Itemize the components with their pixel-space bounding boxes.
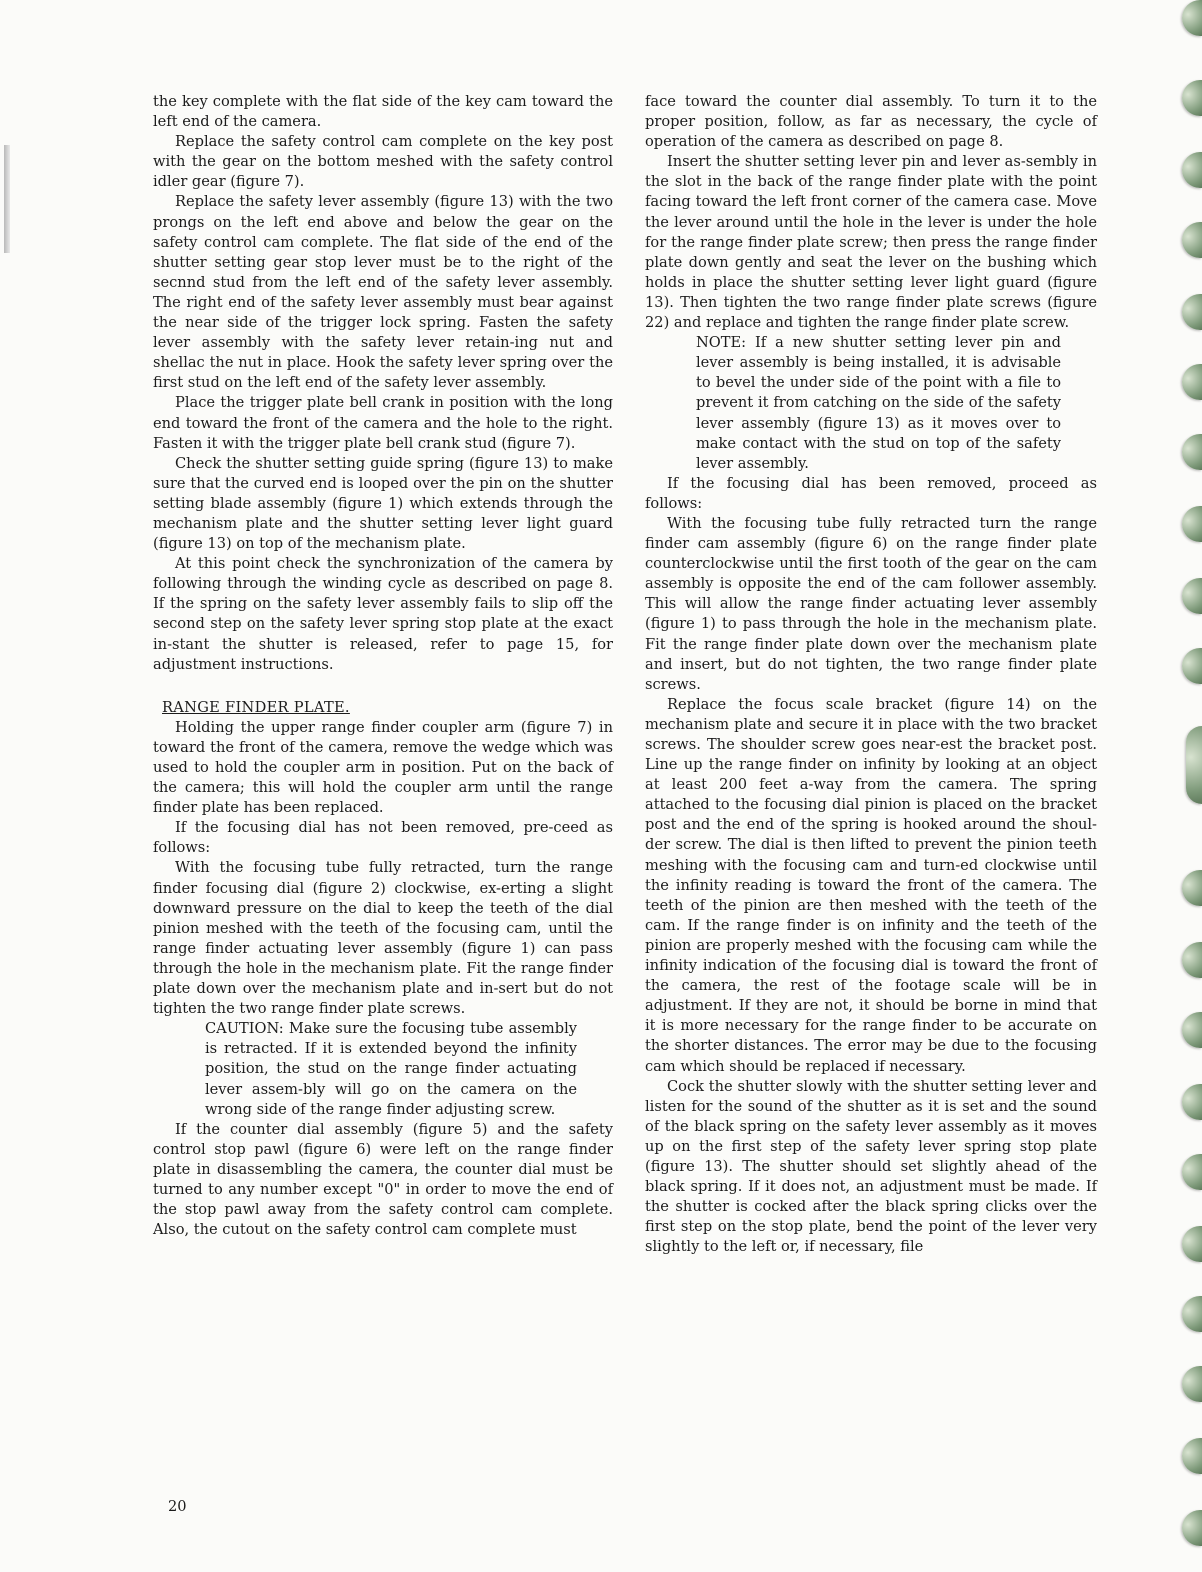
paragraph: If the counter dial assembly (figure 5) and the safety control stop pawl (figure 6) were left on the range finder plate in disassembling the camera, the counter dial must be turned to any number except "0" in order to move the end of the stop pawl away from the safety control cam complete. Also, the cutout on the safety control cam complete must xyxy=(153,1120,613,1239)
binder-ring-icon xyxy=(1182,80,1202,116)
left-column xyxy=(153,92,613,1240)
binder-ring-icon xyxy=(1182,1510,1202,1546)
paragraph: Check the shutter setting guide spring (figure 13) to make sure that the curved end is looped over the pin on the shutter setting blade assembly (figure 1) which extends through the mechanism plate and the shutter setting lever light guard (figure 13) on top of the mechanism plate. xyxy=(153,454,613,553)
section-heading: RANGE FINDER PLATE. xyxy=(162,698,350,716)
paragraph: Cock the shutter slowly with the shutter setting lever and listen for the sound of the shutter as it is set and the sound of the black spring on the safety lever assembly as it moves up on the first step of the safety lever spring stop plate (figure 13). The shutter should set slightly ahead of the black spring. If it does not, an adjustment must be made. If the shutter is cocked after the black spring clicks over the first step on the stop plate, bend the point of the lever very slightly to the left or, if necessary, file xyxy=(645,1077,1097,1256)
paragraph: If the focusing dial has not been removed, pre-ceed as follows: xyxy=(153,819,613,857)
binder-ring-icon xyxy=(1182,1154,1202,1190)
scan-edge-mark xyxy=(4,145,10,253)
binder-ring-icon xyxy=(1182,506,1202,542)
binder-ring-icon xyxy=(1182,1012,1202,1048)
paragraph: Replace the focus scale bracket (figure 14) on the mechanism plate and secure it in place with the two bracket screws. The shoulder screw goes near-est the bracket post. Line up the range finder on infinity by looking at an object at least 200 feet a-way from the camera. The spring attached to the focusing dial pinion is placed on the bracket post and the end of the spring is hooked around the shoul-der screw. The dial is then lifted to prevent the pinion teeth meshing with the focusing cam and turn-ed clockwise until the infinity reading is toward the front of the camera. The teeth of the pinion are then meshed with the teeth of the cam. If the range finder is on infinity and the teeth of the pinion are properly meshed with the focusing cam while the infinity indication of the focusing dial is toward the front of the camera, the rest of the footage scale will be in adjustment. If they are not, it should be borne in mind that it is more necessary for the range finder to be accurate on the shorter distances. The error may be due to the focusing cam which should be replaced if necessary. xyxy=(645,695,1097,1075)
binder-ring-icon xyxy=(1182,152,1202,188)
binder-ring-icon xyxy=(1182,434,1202,470)
binder-ring-icon xyxy=(1182,222,1202,258)
binder-ring-icon xyxy=(1182,1366,1202,1402)
binder-ring-icon xyxy=(1182,1226,1202,1262)
binder-ring-icon xyxy=(1186,726,1202,804)
paragraph: With the focusing tube fully retracted, turn the range finder focusing dial (figure 2) clockwise, ex-erting a slight downward pressure on the dial to keep the teeth of the dial pinion meshed with the teeth of the focusing cam, until the range finder actuating lever assembly (figure 1) can pass through the hole in the mechanism plate. Fit the range finder plate down over the mechanism plate and in-sert but do not tighten the two range finder plate screws. xyxy=(153,859,613,1018)
paragraph: Replace the safety lever assembly (figure 13) with the two prongs on the left end above and below the gear on the safety control cam complete. The flat side of the end of the shutter setting gear stop lever must be to the right of the secnnd stud from the left end of the safety lever assembly. The right end of the safety lever assembly must bear against the near side of the trigger lock spring. Fasten the safety lever assembly with the safety lever retain-ing nut and shellac the nut in place. Hook the safety lever spring over the first stud on the left end of the safety lever assembly. xyxy=(153,193,613,392)
binder-ring-icon xyxy=(1182,1438,1202,1474)
paragraph: Insert the shutter setting lever pin and lever as-sembly in the slot in the back of the range finder plate with the point facing toward the left front corner of the camera case. Move the lever around until the hole in the lever is under the hole for the range finder plate screw; then press the range finder plate down gently and seat the lever on the bushing which holds in place the shutter setting lever light guard (figure 13). Then tighten the two range finder plate screws (figure 22) and replace and tighten the range finder plate screw. xyxy=(645,153,1097,332)
binder-ring-icon xyxy=(1182,1084,1202,1120)
right-column xyxy=(645,92,1097,1257)
binder-ring-icon xyxy=(1182,364,1202,400)
binder-ring-icon xyxy=(1182,870,1202,906)
paragraph: At this point check the synchronization of the camera by following through the winding cycle as described on page 8. If the spring on the safety lever assembly fails to slip off the second step on the safety lever spring stop plate at the exact in-stant the shutter is released, refer to page 15, for adjustment instructions. xyxy=(153,555,613,673)
page-number: 20 xyxy=(168,1498,187,1515)
paragraph: If the focusing dial has been removed, proceed as follows: xyxy=(645,474,1097,512)
binder-ring-icon xyxy=(1182,648,1202,684)
paragraph: the key complete with the flat side of the key cam toward the left end of the camera. xyxy=(153,93,613,131)
binder-ring-icon xyxy=(1182,578,1202,614)
paragraph: With the focusing tube fully retracted turn the range finder cam assembly (figure 6) on the range finder plate counterclockwise until the first tooth of the gear on the cam assembly is opposite the end of the cam follower assembly. This will allow the range finder actuating lever assembly (figure 1) to pass through the hole in the mechanism plate. Fit the range finder plate down over the mechanism plate and insert, but do not tighten, the two range finder plate screws. xyxy=(645,514,1097,693)
binder-rings xyxy=(1174,0,1202,1572)
binder-ring-icon xyxy=(1182,942,1202,978)
caution-note: CAUTION: Make sure the focusing tube assembly is retracted. If it is extended beyond the infinity position, the stud on the range finder actuating lever assem-bly will go on the camera on the wrong side of the range finder adjusting screw. xyxy=(205,1020,577,1118)
paragraph: Holding the upper range finder coupler arm (figure 7) in toward the front of the camera, remove the wedge which was used to hold the coupler arm in position. Put on the back of the camera; this will hold the coupler arm until the range finder plate has been replaced. xyxy=(153,718,613,817)
binder-ring-icon xyxy=(1182,294,1202,330)
paragraph: face toward the counter dial assembly. To turn it to the proper position, follow, as far as necessary, the cycle of operation of the camera as described on page 8. xyxy=(645,93,1097,151)
binder-ring-icon xyxy=(1182,0,1202,36)
binder-ring-icon xyxy=(1182,1296,1202,1332)
paragraph: Place the trigger plate bell crank in position with the long end toward the front of the camera and the hole to the right. Fasten it with the trigger plate bell crank stud (figure 7). xyxy=(153,394,613,452)
paragraph: Replace the safety control cam complete on the key post with the gear on the bottom meshed with the safety control idler gear (figure 7). xyxy=(153,133,613,191)
note-block: NOTE: If a new shutter setting lever pin and lever assembly is being installed, it is advisable to bevel the under side of the point with a file to prevent it from catching on the side of the safety lever assembly (figure 13) as it moves over to make contact with the stud on top of the safety lever assembly. xyxy=(696,334,1061,472)
